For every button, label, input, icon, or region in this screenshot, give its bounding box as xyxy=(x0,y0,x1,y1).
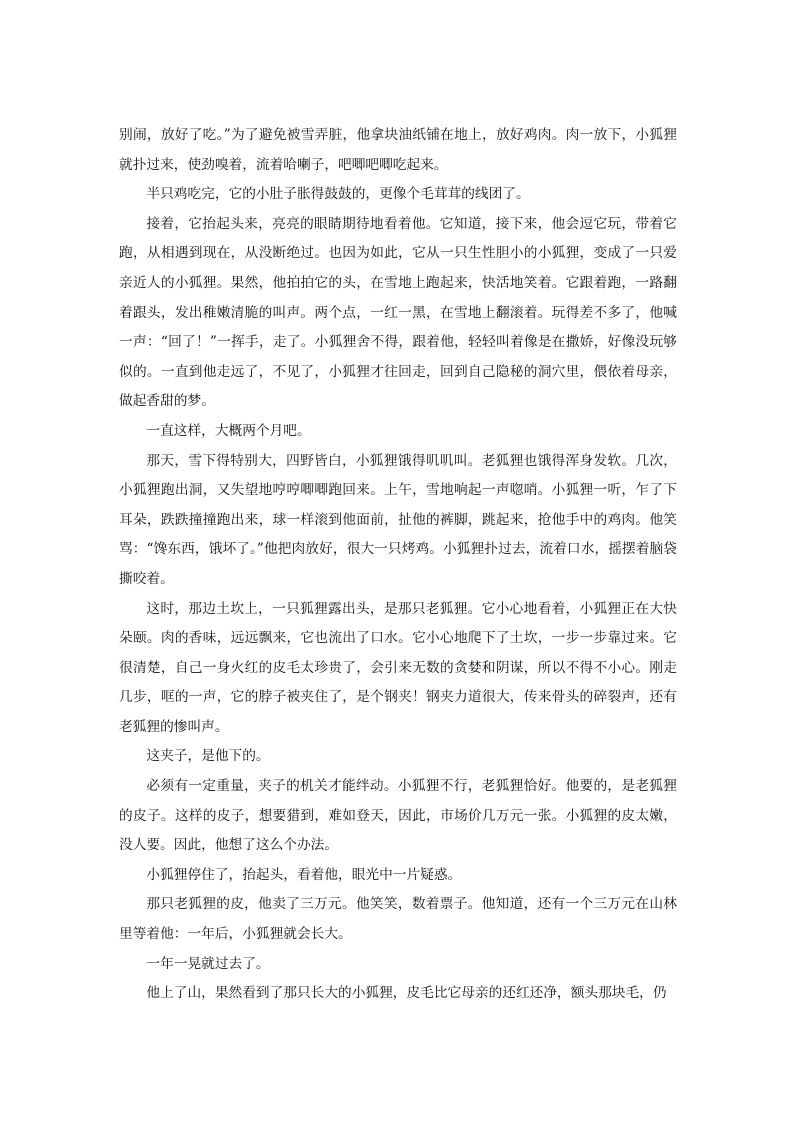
document-page xyxy=(119,121,677,1009)
paragraph-7: 这夹子，是他下的。 xyxy=(146,748,270,765)
paragraph-5: 那天，雪下得特别大，四野皆白，小狐狸饿得叽叽叫。老狐狸也饿得浑身发软。几次，小狐狸跑出洞，又失望地哼哼唧唧跑回来。上午，雪地响起一声唿哨。小狐狸一听，乍了下耳朵，跌跌撞撞跑出来，球一样滚到他面前，扯他的裤脚，跳起来，抢他手中的鸡肉。他笑骂：“馋东西，饿坏了。”他把肉放好，很大一只烤鸡。小狐狸扑过去，流着口水，摇摆着脑袋撕咬着。 xyxy=(119,452,677,587)
paragraph-12: 他上了山，果然看到了那只长大的小狐狸，皮毛比它母亲的还红还净，额头那块毛，仍 xyxy=(146,985,667,1002)
paragraph-9: 小狐狸停住了，抬起头，看着他，眼光中一片疑惑。 xyxy=(146,866,462,883)
paragraph-3: 接着，它抬起头来，亮亮的眼睛期待地看着他。它知道，接下来，他会逗它玩，带着它跑，从相遇到现在，从没断绝过。也因为如此，它从一只生性胆小的小狐狸，变成了一只爱亲近人的小狐狸。果然，他拍拍它的头，在雪地上跑起来，快活地笑着。它跟着跑，一路翻着跟头，发出稚嫩清脆的叫声。两个点，一红一黑，在雪地上翻滚着。玩得差不多了，他喊一声：“回了！”一挥手，走了。小狐狸舍不得，跟着他，轻轻叫着像是在撒娇，好像没玩够似的。一直到他走远了，不见了，小狐狸才往回走，回到自己隐秘的洞穴里，偎依着母亲，做起香甜的梦。 xyxy=(119,215,677,410)
paragraph-11: 一年一晃就过去了。 xyxy=(146,955,270,972)
paragraph-4: 一直这样，大概两个月吧。 xyxy=(146,422,311,439)
paragraph-8: 必须有一定重量，夹子的机关才能绊动。小狐狸不行，老狐狸恰好。他要的，是老狐狸的皮子。这样的皮子，想要猎到，难如登天，因此，市场价几万元一张。小狐狸的皮太嫩，没人要。因此，他想了这么个办法。 xyxy=(119,778,677,854)
paragraph-10: 那只老狐狸的皮，他卖了三万元。他笑笑，数着票子。他知道，还有一个三万元在山林里等着他：一年后，小狐狸就会长大。 xyxy=(119,896,677,943)
paragraph-2: 半只鸡吃完，它的小肚子胀得鼓鼓的，更像个毛茸茸的线团了。 xyxy=(146,186,530,203)
paragraph-6: 这时，那边土坎上，一只狐狸露出头，是那只老狐狸。它小心地看着，小狐狸正在大快朵颐。肉的香味，远远飘来，它也流出了口水。它小心地爬下了土坎，一步一步靠过来。它很清楚，自己一身火红的皮毛太珍贵了，会引来无数的贪婪和阴谋，所以不得不小心。刚走几步，哐的一声，它的脖子被夹住了，是个钢夹！钢夹力道很大，传来骨头的碎裂声，还有老狐狸的惨叫声。 xyxy=(119,600,677,735)
paragraph-1: 别闹，放好了吃。”为了避免被雪弄脏，他拿块油纸铺在地上，放好鸡肉。肉一放下，小狐狸就扑过来，使劲嗅着，流着哈喇子，吧唧吧唧吃起来。 xyxy=(119,127,677,173)
